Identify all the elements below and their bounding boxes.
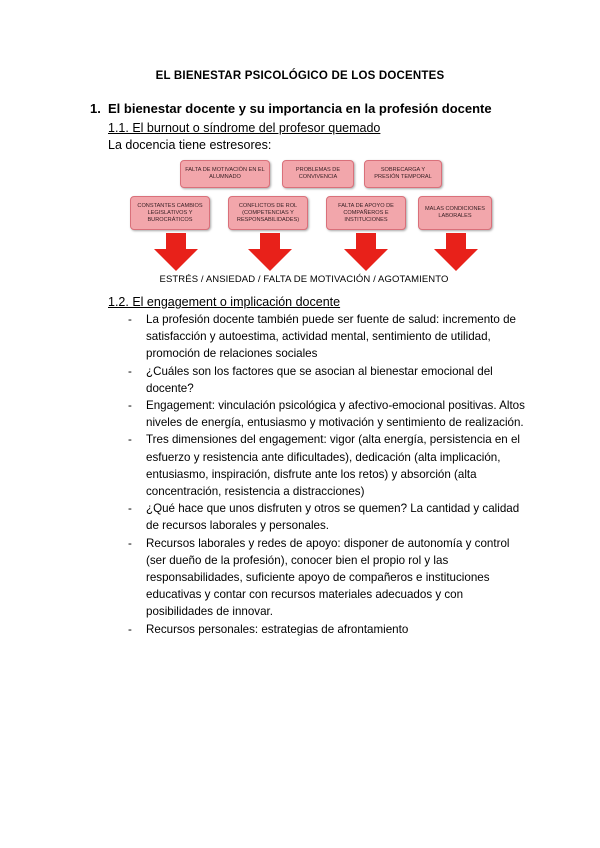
- stressor-box: CONFLICTOS DE ROL (COMPETENCIAS Y RESPONSABILIDADES): [228, 196, 308, 230]
- down-arrow-icon: [434, 233, 478, 271]
- list-item: - Recursos personales: estrategias de afrontamiento: [126, 621, 526, 638]
- stressor-box: FALTA DE APOYO DE COMPAÑEROS E INSTITUCIONES: [326, 196, 406, 230]
- down-arrow-icon: [154, 233, 198, 271]
- diagram-outcome: ESTRÉS / ANSIEDAD / FALTA DE MOTIVACIÓN / AGOTAMIENTO: [159, 274, 449, 285]
- intro-text: La docencia tiene estresores:: [108, 138, 272, 152]
- subsection-engagement: 1.2. El engagement o implicación docente: [108, 295, 341, 309]
- stressor-box: MALAS CONDICIONES LABORALES: [418, 196, 492, 230]
- document-title: EL BIENESTAR PSICOLÓGICO DE LOS DOCENTES: [155, 70, 445, 82]
- subsection-burnout: 1.1. El burnout o síndrome del profesor quemado: [108, 121, 381, 135]
- list-item: - ¿Qué hace que unos disfruten y otros se quemen? La cantidad y calidad de recursos laborales y personales.: [126, 500, 526, 534]
- down-arrow-icon: [344, 233, 388, 271]
- section-heading: [90, 101, 492, 116]
- down-arrow-icon: [248, 233, 292, 271]
- stressors-diagram: [108, 156, 500, 292]
- stressor-box: SOBRECARGA Y PRESIÓN TEMPORAL: [364, 160, 442, 188]
- list-item: - Recursos laborales y redes de apoyo: disponer de autonomía y control (ser dueño de la profesión), conocer bien el propio rol y las responsabilidades, suficiente apoyo de compañeros e instituciones educativas y contar con recursos materiales adecuados y con posibilidades de innovar.: [126, 535, 526, 621]
- list-item: - Engagement: vinculación psicológica y afectivo-emocional positivas. Altos niveles de energía, entusiasmo y motivación y sentimiento de realización.: [126, 397, 526, 431]
- stressor-box: PROBLEMAS DE CONVIVENCIA: [282, 160, 354, 188]
- section-heading-text: El bienestar docente y su importancia en la profesión docente: [108, 101, 492, 116]
- list-item: - La profesión docente también puede ser fuente de salud: incremento de satisfacción y autoestima, actividad mental, sentimiento de utilidad, promoción de relaciones sociales: [126, 311, 526, 363]
- stressor-box: CONSTANTES CAMBIOS LEGISLATIVOS Y BUROCRÁTICOS: [130, 196, 210, 230]
- stressor-box: FALTA DE MOTIVACIÓN EN EL ALUMNADO: [180, 160, 270, 188]
- section-number: 1.: [90, 101, 101, 116]
- engagement-bullet-list: [126, 311, 526, 638]
- list-item: - Tres dimensiones del engagement: vigor (alta energía, persistencia en el esfuerzo y resistencia ante dificultades), dedicación (alta implicación, entusiasmo, inspiración, disfrute ante los retos) y absorción (alta concentración, resistencia a distracciones): [126, 431, 526, 500]
- list-item: - ¿Cuáles son los factores que se asocian al bienestar emocional del docente?: [126, 363, 526, 397]
